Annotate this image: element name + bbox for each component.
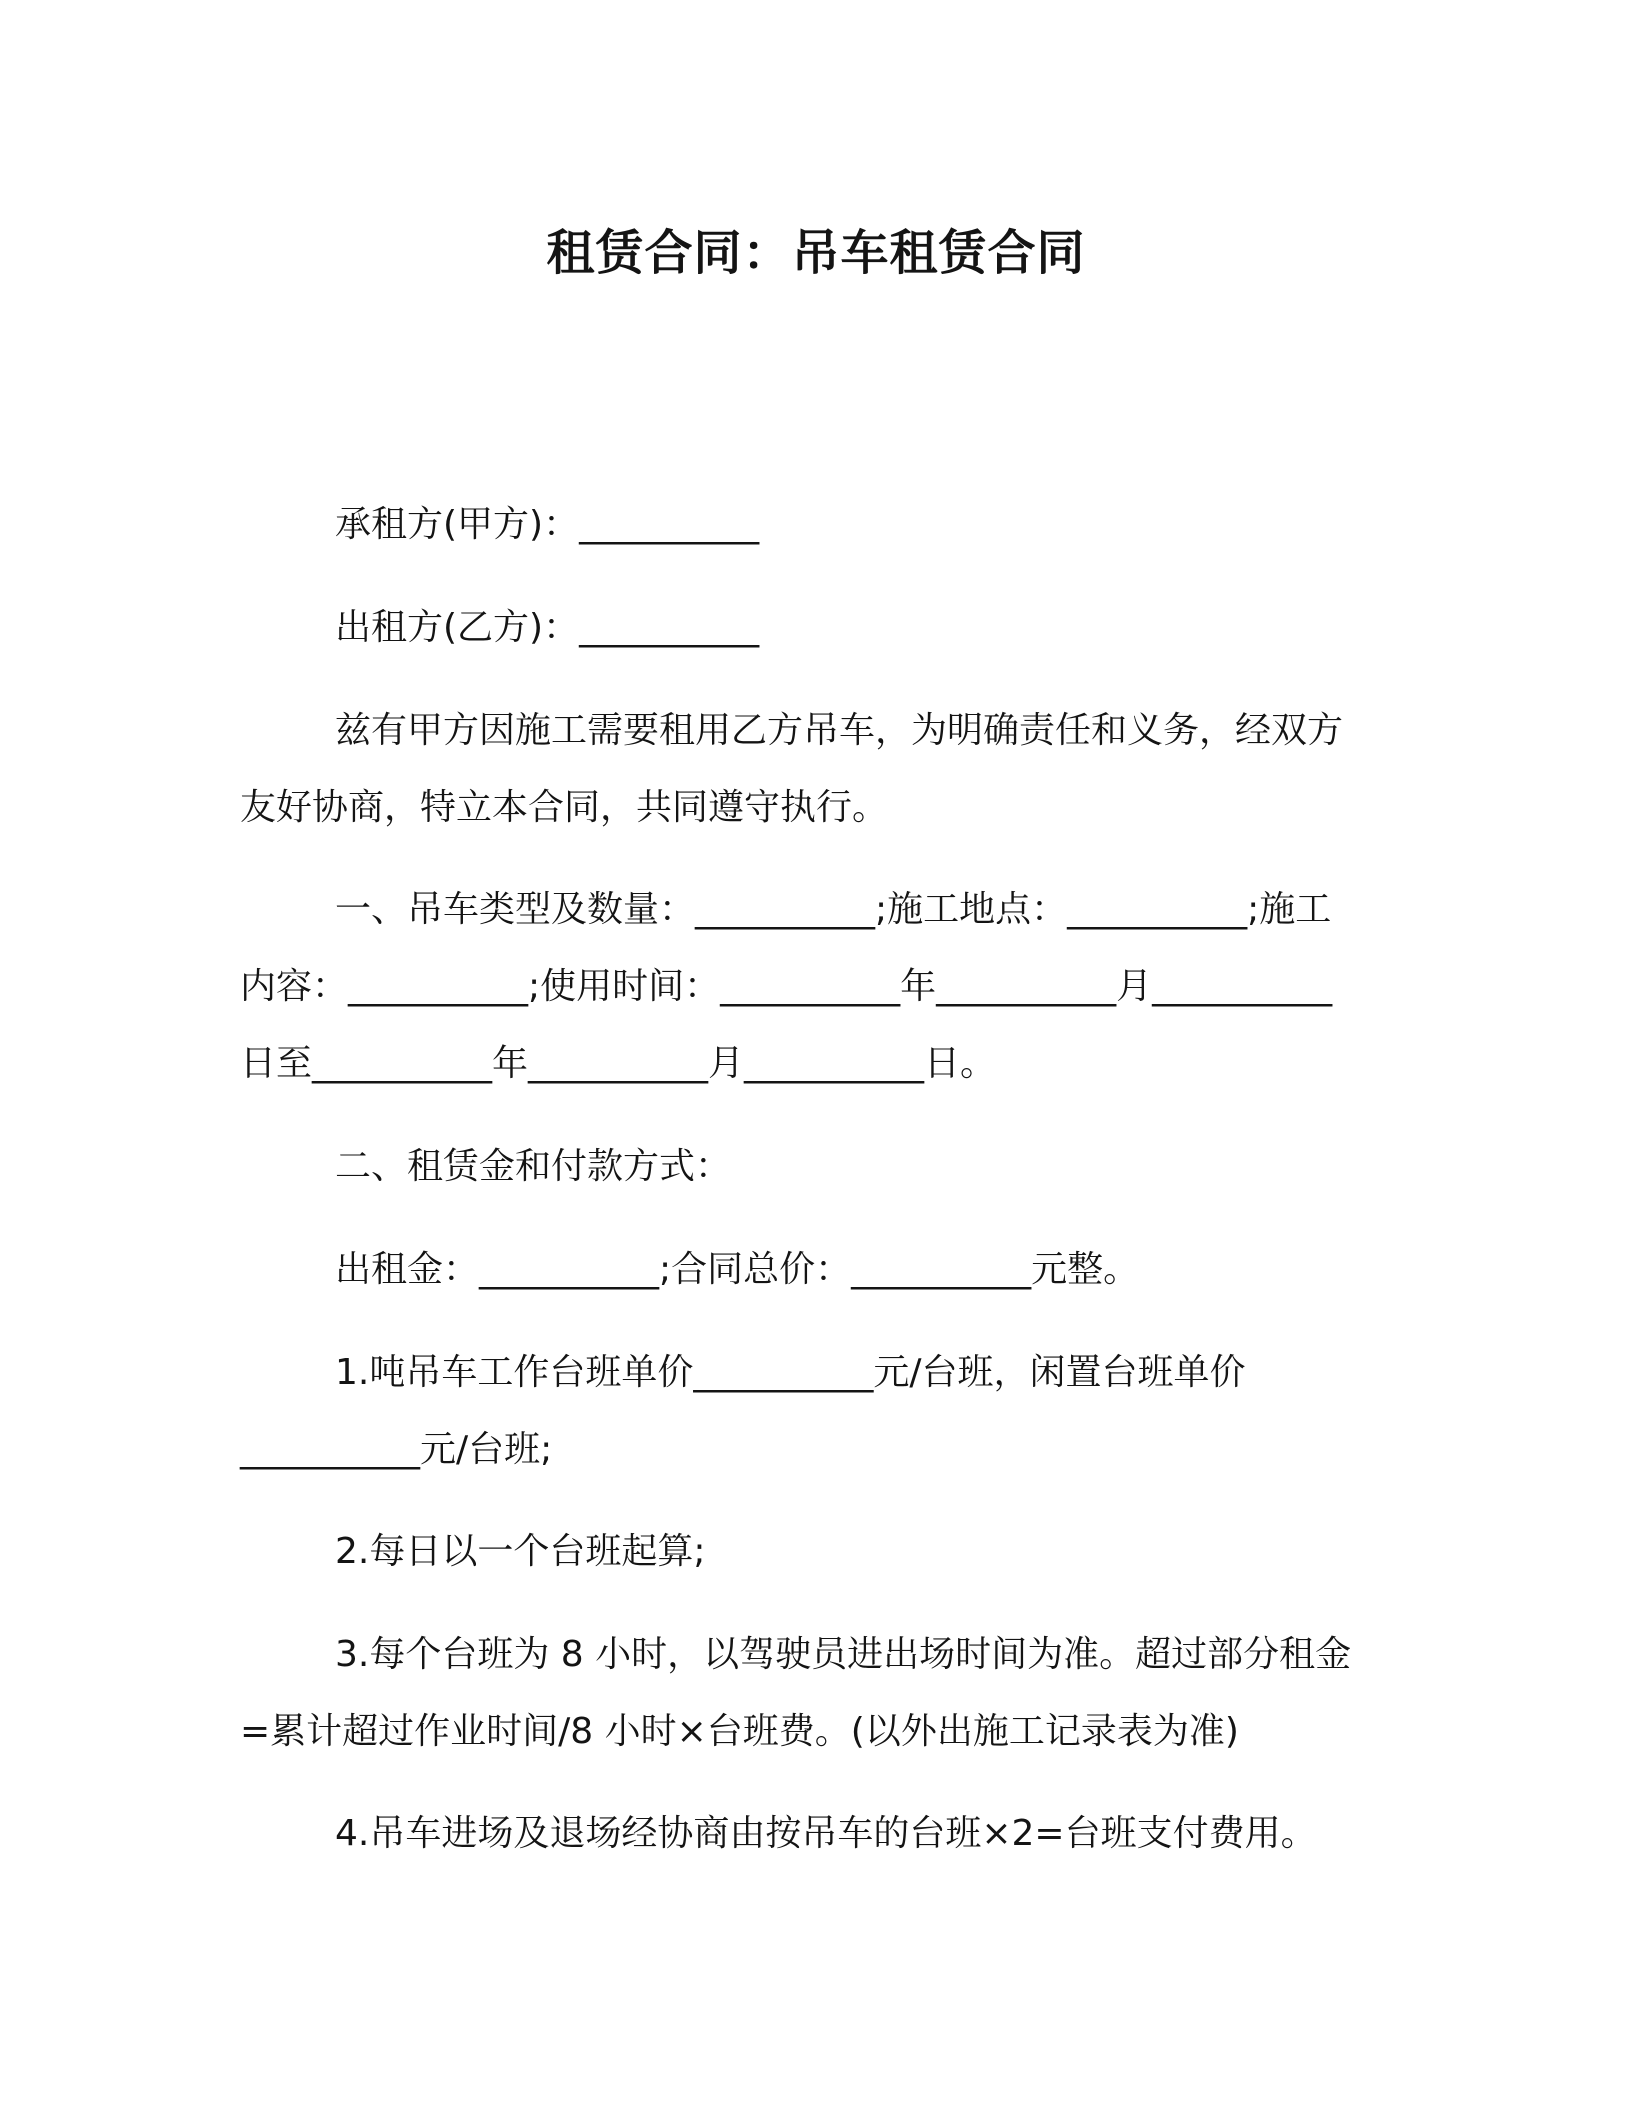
lessor-party-paragraph: [240, 589, 1380, 666]
paragraph-line: 3.每个台班为 8 小时，以驾驶员进出场时间为准。超过部分租金: [335, 1634, 1352, 1675]
document-title: 租赁合同：吊车租赁合同: [546, 225, 1086, 281]
clause-1-paragraph: [240, 1334, 1380, 1488]
paragraph-line: 友好协商，特立本合同，共同遵守执行。: [240, 787, 889, 828]
section-one-paragraph: [240, 871, 1380, 1102]
clause-3-paragraph: [240, 1616, 1380, 1770]
lessee-party-paragraph: [240, 486, 1380, 563]
paragraph-line: 4.吊车进场及退场经协商由按吊车的台班×2=台班支付费用。: [335, 1813, 1317, 1854]
clause-4-paragraph: [240, 1795, 1380, 1872]
paragraph-line: =累计超过作业时间/8 小时×台班费。(以外出施工记录表为准): [240, 1711, 1239, 1752]
rent-total-paragraph: [240, 1231, 1380, 1308]
paragraph-line: 承租方(甲方)：__________: [335, 504, 760, 545]
paragraph-line: 出租方(乙方)：__________: [335, 607, 760, 648]
clause-2-paragraph: [240, 1513, 1380, 1590]
paragraph-line: 出租金：__________;合同总价：__________元整。: [335, 1249, 1140, 1290]
paragraph-line: 一、吊车类型及数量：__________;施工地点：__________;施工: [335, 889, 1332, 930]
paragraph-line: 二、租赁金和付款方式：: [335, 1146, 732, 1187]
paragraph-line: 1.吨吊车工作台班单价__________元/台班，闲置台班单价: [335, 1352, 1246, 1393]
paragraph-line: 兹有甲方因施工需要租用乙方吊车，为明确责任和义务，经双方: [335, 710, 1344, 751]
section-two-heading: [240, 1128, 1380, 1205]
paragraph-line: 2.每日以一个台班起算;: [335, 1531, 706, 1572]
paragraph-line: 日至__________年__________月__________日。: [240, 1043, 996, 1084]
preamble-paragraph: [240, 692, 1380, 846]
paragraph-line: __________元/台班;: [240, 1429, 553, 1470]
paragraph-line: 内容：__________;使用时间：__________年__________月__________: [240, 966, 1333, 1007]
